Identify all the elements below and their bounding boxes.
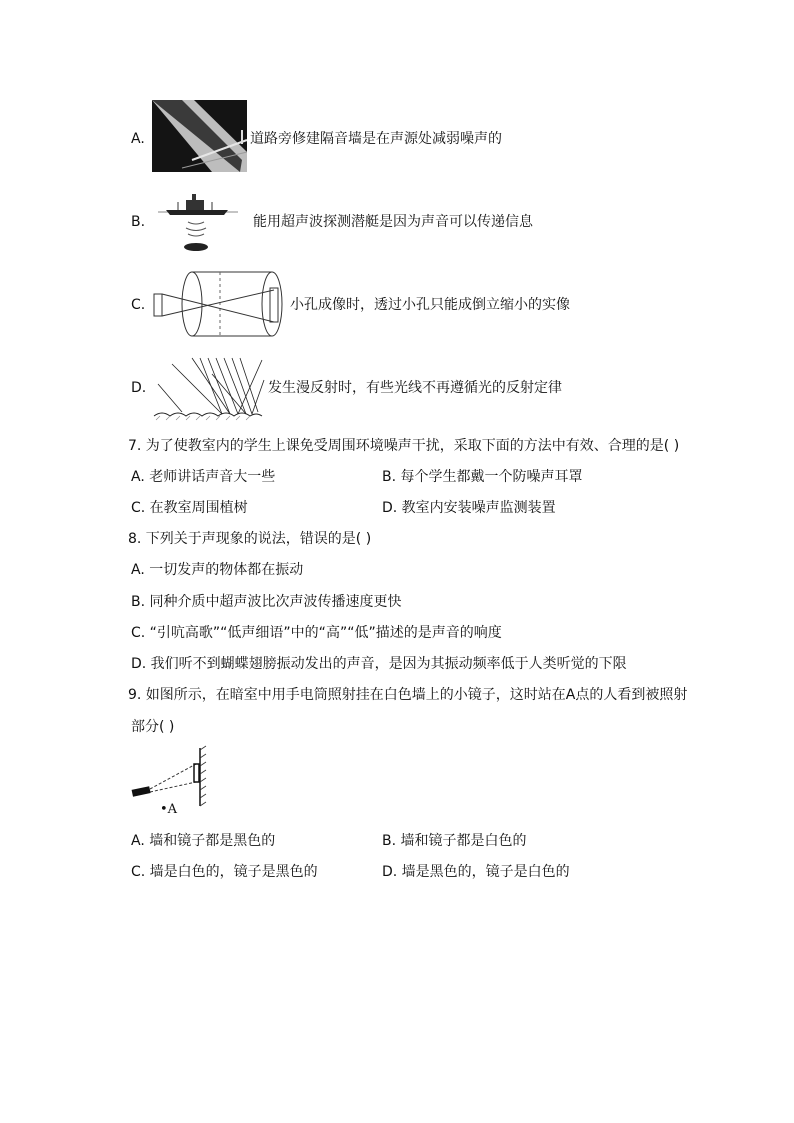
q8-option-a: A. 一切发声的物体都在振动 [131,562,304,578]
q9-stem-line1: 9. 如图所示，在暗室中用手电筒照射挂在白色墙上的小镜子，这时站在A点的人看到被照射 [128,687,688,703]
q7-option-a: A. 老师讲话声音大一些 [131,469,276,485]
option-text-c: 小孔成像时，透过小孔只能成倒立缩小的实像 [290,297,570,313]
option-text-d: 发生漫反射时，有些光线不再遵循光的反射定律 [268,380,562,396]
option-letter-d: D. [131,380,147,396]
q7-option-b: B. 每个学生都戴一个防噪声耳罩 [382,469,583,485]
q9-stem-line2: 部分( ) [131,719,175,735]
q8-option-c: C. “引吭高歌”“低声细语”中的“高”“低”描述的是声音的响度 [131,625,502,641]
q7-option-c: C. 在教室周围植树 [131,500,248,516]
q7-option-d: D. 教室内安装噪声监测装置 [382,500,556,516]
ship-sonar-submarine-image [158,190,238,254]
noise-barrier-road-image [152,100,247,172]
q8-option-b: B. 同种介质中超声波比次声波传播速度更快 [131,594,402,610]
diffuse-reflection-diagram [152,354,267,424]
q8-stem: 8. 下列关于声现象的说法，错误的是( ) [128,531,372,547]
option-letter-b: B. [131,214,146,230]
option-text-a: 道路旁修建隔音墙是在声源处减弱噪声的 [250,131,502,147]
q9-option-d: D. 墙是黑色的，镜子是白色的 [382,864,570,880]
q9-option-a: A. 墙和镜子都是黑色的 [131,833,276,849]
q8-option-d: D. 我们听不到蝴蝶翅膀振动发出的声音，是因为其振动频率低于人类听觉的下限 [131,656,627,672]
option-letter-c: C. [131,297,146,313]
q7-stem: 7. 为了使教室内的学生上课免受周围环境噪声干扰，采取下面的方法中有效、合理的是( ) [128,438,680,454]
q9-option-c: C. 墙是白色的，镜子是黑色的 [131,864,318,880]
option-letter-a: A. [131,131,145,147]
pinhole-camera-diagram [150,268,290,340]
option-text-b: 能用超声波探测潜艇是因为声音可以传递信息 [253,214,533,230]
q9-option-b: B. 墙和镜子都是白色的 [382,833,527,849]
figure-label-point-a: •A [160,802,178,817]
